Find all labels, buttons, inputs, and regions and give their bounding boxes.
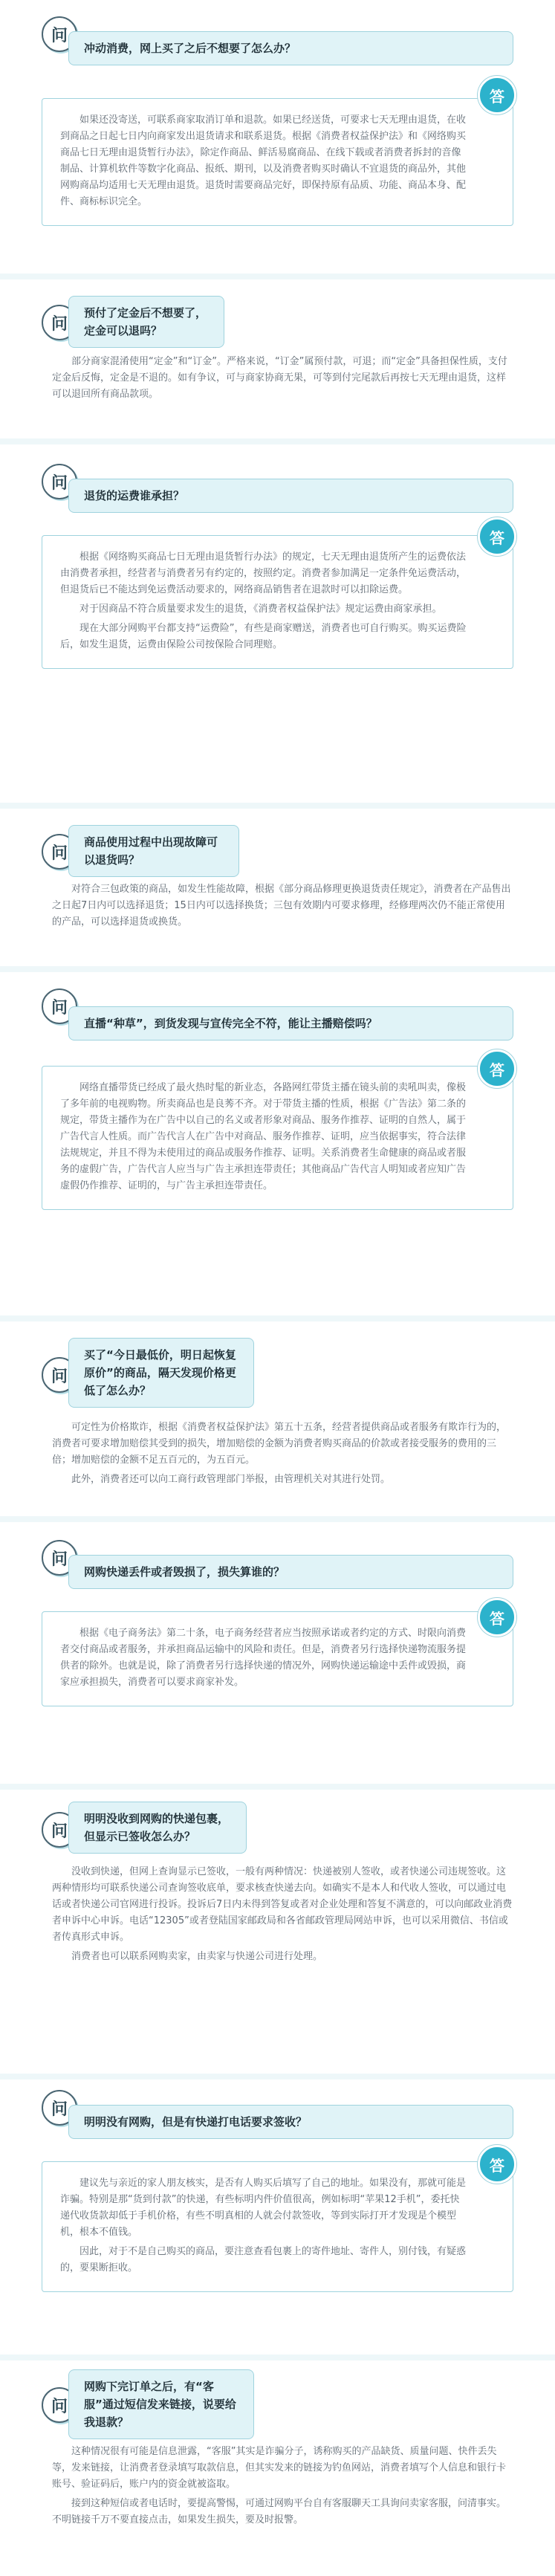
section-divider xyxy=(0,438,555,444)
question-bubble: 商品使用过程中出现故障可以退货吗？ xyxy=(68,825,239,877)
section-divider xyxy=(0,2355,555,2360)
answer-paragraph: 此外，消费者还可以向工商行政管理部门举报，由管理机关对其进行处罚。 xyxy=(71,1474,391,1485)
question-icon: 问 xyxy=(42,1540,77,1576)
answer-paragraph: 这种情况很有可能是信息泄露，“客服”其实是诈骗分子，诱称购买的产品缺货、质量问题、快件丢失等，发来链接，让消费者登录填写取款信息，但其实发来的链接为钓鱼网站，消费者填写个人信息和银行卡账号、验证码后，账户内的资金就被盗取。 xyxy=(52,2446,507,2490)
question-bubble: 买了“今日最低价，明日起恢复原价”的商品，隔天发现价格更低了怎么办？ xyxy=(68,1338,254,1408)
answer-icon: 答 xyxy=(478,1049,516,1088)
answer-paragraph: 接到这种短信或者电话时，要提高警惕，可通过网购平台自有客服聊天工具询问卖家客服，问清事实。不明链接千万不要直接点击，如果发生损失，要及时报警。 xyxy=(52,2498,507,2525)
answer-text xyxy=(52,2444,513,2531)
question-icon: 问 xyxy=(42,2090,77,2126)
answer-text xyxy=(52,354,513,406)
answer-text xyxy=(52,1864,513,1968)
question-bubble: 网购下完订单之后，有“客服”通过短信发来链接，说要给我退款？ xyxy=(68,2369,254,2439)
answer-paragraph: 根据《网络购买商品七日无理由退货暂行办法》的规定，七天无理由退货所产生的运费依法由消费者承担，经营者与消费者另有约定的，按照约定。消费者参加满足一定条件免运费活动，但退货后已不能达到免运费活动要求的，网络商品销售者在退款时可以扣除运费。 xyxy=(60,551,467,595)
answer-icon: 答 xyxy=(478,2145,516,2184)
question-icon: 问 xyxy=(42,988,77,1024)
section-divider xyxy=(0,274,555,279)
answer-icon: 答 xyxy=(478,517,516,556)
answer-paragraph: 网络直播带货已经成了最火热时髦的新业态，各路网红带货主播在镜头前的卖吼叫卖，像极了多年前的电视购物。所卖商品也是良莠不齐。对于带货主播的性质，根据《广告法》第二条的规定，带货主播作为在广告中以自己的名义或者形象对商品、服务作推荐、证明的自然人，属于广告代言人性质。而广告代言人在广告中对商品、服务作推荐、证明，应当依据事实，符合法律法规规定，并且不得为未使用过的商品或服务作推荐、证明。关系消费者生命健康的商品或者服务的虚假广告，广告代言人应当与广告主承担连带责任；其他商品广告代言人明知或者应知广告虚假仍作推荐、证明的，与广告主承担连带责任。 xyxy=(60,1082,467,1191)
section-divider xyxy=(0,1516,555,1522)
answer-paragraph: 消费者也可以联系网购卖家，由卖家与快递公司进行处理。 xyxy=(71,1951,323,1962)
answer-box xyxy=(42,1066,513,1210)
answer-text xyxy=(52,1420,513,1491)
answer-box xyxy=(42,535,513,669)
answer-paragraph: 根据《电子商务法》第二十条，电子商务经营者应当按照承诺或者约定的方式、时限向消费者交付商品或者服务，并承担商品运输中的风险和责任。但是，消费者另行选择快递物流服务提供者的除外。也就是说，除了消费者另行选择快递的情况外，网购快递运输途中丢件或毁损，商家应承担损失，消费者可以要求商家补发。 xyxy=(60,1628,467,1688)
section-divider xyxy=(0,803,555,809)
section-divider xyxy=(0,1784,555,1790)
question-bubble: 退货的运费谁承担？ xyxy=(68,479,513,513)
question-icon: 问 xyxy=(42,16,77,52)
answer-box xyxy=(42,2161,513,2292)
question-icon: 问 xyxy=(42,464,77,499)
question-bubble: 冲动消费，网上买了之后不想要了怎么办？ xyxy=(68,31,513,65)
question-icon: 问 xyxy=(42,2387,77,2423)
question-icon: 问 xyxy=(42,1357,77,1393)
section-divider xyxy=(0,1315,555,1321)
question-icon: 问 xyxy=(42,1812,77,1848)
question-icon: 问 xyxy=(42,305,77,340)
answer-text xyxy=(52,881,513,933)
section-divider xyxy=(0,2074,555,2080)
answer-paragraph: 对于因商品不符合质量要求发生的退货，《消费者权益保护法》规定运费由商家承担。 xyxy=(79,603,442,615)
answer-icon: 答 xyxy=(478,76,516,114)
section-divider xyxy=(0,966,555,972)
answer-box xyxy=(42,98,513,226)
answer-paragraph: 现在大部分网购平台都支持“运费险”，有些是商家赠送，消费者也可自行购买。购买运费险后，如发生退货，运费由保险公司按保险合同理赔。 xyxy=(60,623,467,650)
question-bubble: 明明没有网购，但是有快递打电话要求签收？ xyxy=(68,2105,513,2139)
answer-paragraph: 建议先与亲近的家人朋友核实，是否有人购买后填写了自己的地址。如果没有，那就可能是诈骗。特别是那“货到付款”的快递，有些标明内件价值很高，例如标明“苹果12手机”，委托快递代收货款却低于手机价格，有些不明真相的人就会付款签收，等到实际打开才发现是个模型机，根本不值钱。 xyxy=(60,2178,467,2238)
answer-icon: 答 xyxy=(478,1598,516,1637)
answer-paragraph: 可定性为价格欺诈，根据《消费者权益保护法》第五十五条，经营者提供商品或者服务有欺诈行为的，消费者可要求增加赔偿其受到的损失，增加赔偿的金额为消费者购买商品的价款或者接受服务的费用的三倍；增加赔偿的金额不足五百元的，为五百元。 xyxy=(52,1422,507,1466)
answer-paragraph: 部分商家混淆使用“定金”和“订金”。严格来说，“订金”属预付款，可退；而“定金”具备担保性质，支付定金后反悔，定金是不退的。如有争议，可与商家协商无果，可等到付完尾款后再按七天无理由退货，这样可以退回所有商品款项。 xyxy=(52,356,507,400)
answer-box xyxy=(42,1611,513,1706)
answer-paragraph: 没收到快递，但网上查询显示已签收，一般有两种情况：快递被别人签收，或者快递公司违规签收。这两种情形均可联系快递公司查询签收底单，要求核查快递去向。如确实不是本人和代收人签收，可以通过电话或者快递公司官网进行投诉。投诉后7日内未得到答复或者对企业处理和答复不满意的，可以向邮政业消费者申诉中心申诉。电话“12305”或者登陆国家邮政局和各省邮政管理局网站申诉，也可以采用微信、书信或者传真形式申诉。 xyxy=(52,1866,513,1943)
question-bubble: 明明没收到网购的快递包裹，但显示已签收怎么办？ xyxy=(68,1802,247,1854)
question-bubble: 直播“种草”，到货发现与宣传完全不符，能让主播赔偿吗？ xyxy=(68,1006,513,1041)
question-bubble: 预付了定金后不想要了，定金可以退吗？ xyxy=(68,296,224,348)
question-icon: 问 xyxy=(42,834,77,870)
answer-paragraph: 对符合三包政策的商品，如发生性能故障，根据《部分商品修理更换退货责任规定》，消费者在产品售出之日起7日内可以选择退货；15日内可以选择换货；三包有效期内可要求修理，经修理两次仍不能正常使用的产品，可以选择退货或换货。 xyxy=(52,884,511,928)
answer-paragraph: 如果还没寄送，可联系商家取消订单和退款。如果已经送货，可要求七天无理由退货，在收到商品之日起七日内向商家发出退货请求和联系退货。根据《消费者权益保护法》和《网络购买商品七日无理由退货暂行办法》，除定作商品、鲜活易腐商品、在线下载或者消费者拆封的音像制品、计算机软件等数字化商品、报纸、期刊，以及消费者购买时确认不宜退货的商品外，其他网购商品均适用七天无理由退货。退货时需要商品完好，即保持原有品质、功能、商品本身、配件、商标标识完全。 xyxy=(60,114,467,207)
answer-paragraph: 因此，对于不是自己购买的商品，要注意查看包裹上的寄件地址、寄件人，别付钱，有疑惑的，要果断拒收。 xyxy=(60,2246,467,2274)
question-bubble: 网购快递丢件或者毁损了，损失算谁的？ xyxy=(68,1555,513,1589)
